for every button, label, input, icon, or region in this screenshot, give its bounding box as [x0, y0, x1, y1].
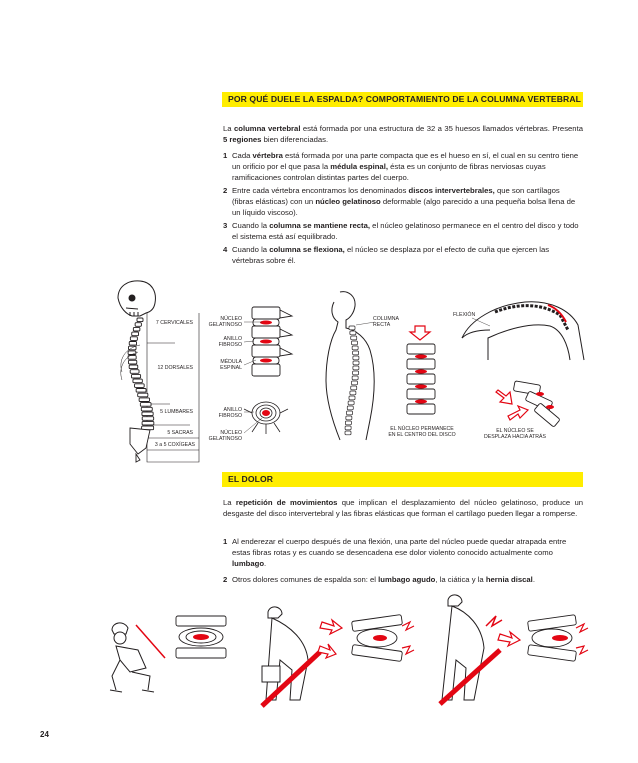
label-cervicales: 7 CERVICALES: [155, 320, 193, 326]
label-dorsales: 12 DORSALES: [157, 365, 193, 371]
section2-title: EL DOLOR: [228, 474, 274, 484]
page-number: 24: [40, 730, 49, 739]
arrow-icon: [498, 632, 520, 646]
list-item-1: 1 Cada vértebra está formada por una parte compacta que es el hueso en sí, el cual en su centro tiene un orificio por el que pasa la médula espinal, ésta es un conjunto de fibras nerviosas cuyas ramificaciones controlan distintas partes del cuerpo.: [223, 151, 579, 183]
label-flexion: FLEXIÓN: [453, 312, 476, 318]
label-anillo-1: ANILLO FIBROSO: [218, 336, 242, 348]
arrow-icon: [318, 620, 342, 658]
dolor-intro-paragraph: La repetición de movimientos que implican el desplazamiento del núcleo gelatinoso, produce un desgaste del disco intervertebral y las fibras elásticas que forman el cartílago pueden llegar a romperse.: [223, 498, 583, 519]
label-columna-recta: COLUMNA RECTA: [373, 316, 399, 328]
dolor-item-2: 2 Otros dolores comunes de espalda son: el lumbago agudo, la ciática y la hernia discal.: [223, 575, 535, 584]
label-coxigeas: 3 a 5 COXÍGEAS: [154, 442, 195, 448]
caption-center: EL NÚCLEO PERMANECE EN EL CENTRO DEL DISCO: [388, 426, 456, 438]
label-lumbares: 5 LUMBARES: [160, 409, 193, 415]
section-title: POR QUÉ DUELE LA ESPALDA? COMPORTAMIENTO DE LA COLUMNA VERTEBRAL: [228, 94, 582, 104]
label-medula: MÉDULA ESPINAL: [220, 359, 242, 371]
worker-crouching-icon: [110, 623, 154, 692]
list-item-2: 2 Entre cada vértebra encontramos los denominados discos intervertebrales, que son cartílagos (fibras elásticas) con un núcleo gelatinoso deformable (algo parecido a una pequeña bolsa llena de un líquido viscoso).: [223, 186, 576, 218]
caption-back: EL NÚCLEO SE DESPLAZA HACIA ATRÁS: [484, 428, 546, 440]
intro-paragraph: La columna vertebral está formada por una estructura de 32 a 35 huesos llamados vértebras. Presenta 5 regiones bien diferenciadas.: [223, 124, 583, 145]
label-anillo-2: ANILLO FIBROSO: [218, 407, 242, 419]
label-nucleo-1: NÚCLEO GELATINOSO: [208, 316, 242, 328]
list-item-3: 3 Cuando la columna se mantiene recta, el núcleo gelatinoso permanece en el centro del disco y todo el sistema está así equilibrado.: [223, 221, 579, 242]
label-sacras: 5 SACRAS: [167, 430, 193, 436]
label-nucleo-2: NÚCLEO GELATINOSO: [208, 430, 242, 442]
dolor-item-1: 1 Al enderezar el cuerpo después de una flexión, una parte del núcleo puede quedar atrapada entre estas fibras rotas y es cuando se desencadena ese dolor violento conocido actualmente como lumbago.: [223, 537, 567, 569]
list-item-4: 4 Cuando la columna se flexiona, el núcleo se desplaza por el efecto de cuña que ejercen las vértebras sobre él.: [223, 245, 550, 266]
